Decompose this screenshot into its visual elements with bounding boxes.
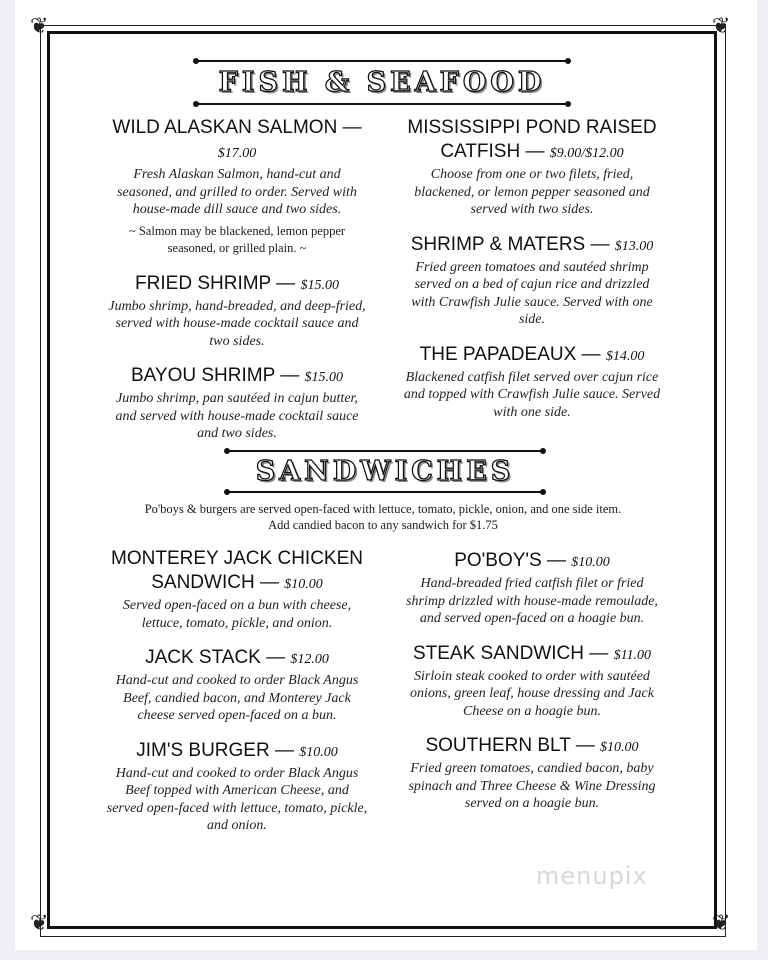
scroll-ornament-icon: ❦ [30, 13, 49, 38]
item-price: $10.00 [600, 740, 639, 755]
menu-item [401, 734, 663, 813]
item-price: $9.00/$12.00 [549, 146, 624, 161]
item-price: $10.00 [571, 555, 610, 570]
heading-rule [196, 60, 568, 62]
item-name-line [106, 364, 368, 390]
item-price: $11.00 [613, 647, 652, 663]
item-price: $10.00 [299, 744, 338, 760]
sandwich-right-column [401, 549, 663, 827]
item-price: $15.00 [300, 277, 339, 293]
heading-rule [196, 103, 568, 105]
item-description: Hand-cut and cooked to order Black Angus Beef topped with American Cheese, and served open-faced with lettuce, tomato, pickle, and onion. [106, 765, 368, 833]
item-price: $15.00 [304, 370, 343, 385]
item-description: Choose from one or two filets, fried, blackened, or lemon pepper seasoned and served with two sides. [414, 167, 650, 217]
fish-left-column [106, 116, 368, 457]
menu-item [401, 642, 663, 721]
item-name: JIM'S BURGER — [136, 739, 294, 761]
scroll-ornament-icon: ❦ [30, 910, 49, 935]
item-name-line [106, 272, 368, 298]
item-name: MISSISSIPPI POND RAISED CATFISH — [407, 117, 657, 162]
item-name-line [401, 343, 663, 369]
section-title: FISH & SEAFOOD [218, 67, 546, 98]
menu-item [106, 364, 368, 443]
fish-right-column [401, 116, 663, 435]
menu-item [106, 547, 368, 632]
heading-rule [227, 450, 543, 452]
menu-item [106, 646, 368, 725]
sandwich-note [60, 501, 706, 533]
item-description: Served open-faced on a bun with cheese, lettuce, tomato, pickle, and onion. [122, 598, 352, 631]
menu-item [106, 739, 368, 835]
item-name-line [106, 547, 368, 597]
item-description: Jumbo shrimp, pan sautéed in cajun butter, and served with house-made cocktail sauce and two sides. [115, 391, 359, 441]
item-description: Jumbo shrimp, hand-breaded, and deep-fried, served with house-made cocktail sauce and two sides. [108, 298, 366, 349]
item-name: THE PAPADEAUX — [419, 343, 601, 365]
item-name: BAYOU SHRIMP — [131, 365, 300, 386]
item-name: SOUTHERN BLT — [425, 735, 595, 756]
item-name: STEAK SANDWICH — [412, 642, 609, 664]
item-name: SHRIMP & MATERS — [410, 233, 610, 255]
menu-item [401, 116, 663, 219]
section-title: SANDWICHES [255, 456, 515, 487]
section-heading-fish [196, 60, 568, 106]
item-name: WILD ALASKAN SALMON — [112, 117, 362, 138]
watermark: menupix [536, 862, 648, 890]
menu-item [401, 343, 663, 422]
item-note: ~ Salmon may be blackened, lemon pepper seasoned, or grilled plain. ~ [128, 223, 346, 255]
item-name: JACK STACK — [145, 647, 286, 668]
menu-item [106, 272, 368, 351]
item-name-line [106, 116, 368, 166]
item-description: Fried green tomatoes and sautéed shrimp served on a bed of cajun rice and drizzled with Crawfish Julie sauce. Served with one side. [411, 259, 653, 327]
scroll-ornament-icon: ❦ [712, 910, 731, 935]
item-price: $13.00 [614, 238, 654, 254]
item-description: Hand-breaded fried catfish filet or fried shrimp drizzled with house-made remoulade, and served open-faced on a hoagie bun. [406, 576, 658, 626]
item-name: PO'BOY'S — [454, 550, 566, 571]
item-description: Fresh Alaskan Salmon, hand-cut and seasoned, and grilled to order. Served with house-made dill sauce and two sides. [117, 167, 357, 217]
item-price: $14.00 [605, 348, 645, 364]
item-name: MONTEREY JACK CHICKEN SANDWICH — [111, 548, 363, 593]
sandwich-left-column [106, 547, 368, 849]
item-price: $17.00 [217, 146, 257, 161]
sandwich-note-line: Po'boys & burgers are served open-faced with lettuce, tomato, pickle, onion, and one side item. [144, 502, 622, 516]
section-heading-sandwiches [227, 450, 543, 494]
item-name-line [106, 646, 368, 672]
item-name-line [401, 549, 663, 575]
item-price: $12.00 [290, 652, 329, 667]
heading-rule [227, 491, 543, 493]
scroll-ornament-icon: ❦ [712, 13, 731, 38]
menu-item [106, 116, 368, 258]
menu-item [401, 233, 663, 329]
item-name-line [106, 739, 368, 765]
item-description: Hand-cut and cooked to order Black Angus Beef, candied bacon, and Monterey Jack cheese served open-faced on a bun. [115, 673, 359, 723]
item-name-line [401, 233, 663, 259]
item-name-line [401, 734, 663, 760]
item-description: Sirloin steak cooked to order with sautéed onions, green leaf, house dressing and Jack Cheese on a hoagie bun. [410, 668, 654, 719]
item-price: $10.00 [284, 577, 323, 592]
item-name-line [401, 642, 663, 668]
item-name: FRIED SHRIMP — [135, 272, 296, 294]
menu-item [401, 549, 663, 628]
sandwich-note-line: Add candied bacon to any sandwich for $1.75 [268, 518, 498, 532]
item-description: Blackened catfish filet served over cajun rice and topped with Crawfish Julie sauce. Served with one side. [403, 369, 661, 420]
item-description: Fried green tomatoes, candied bacon, baby spinach and Three Cheese & Wine Dressing served on a hoagie bun. [408, 761, 656, 811]
item-name-line [401, 116, 663, 166]
